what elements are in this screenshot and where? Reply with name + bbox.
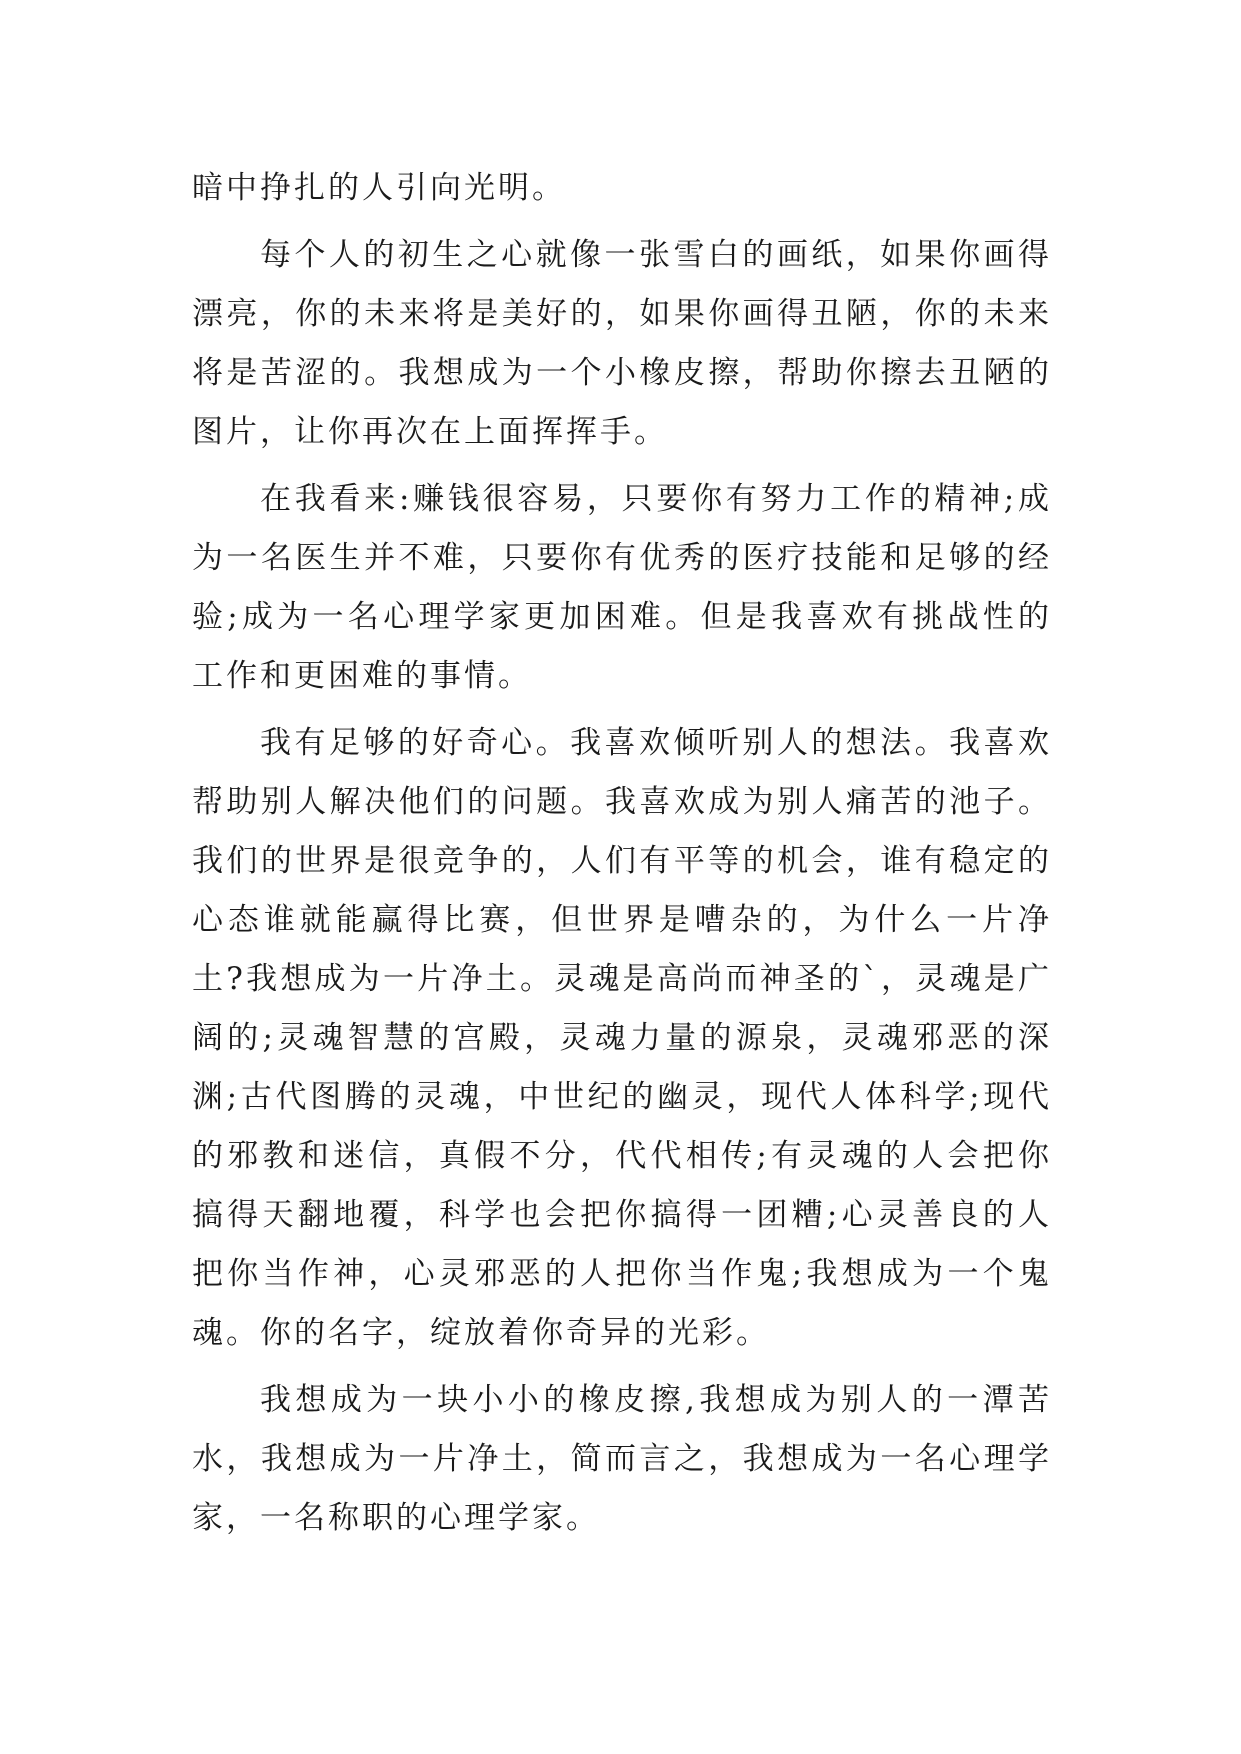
paragraph-conclusion: 我想成为一块小小的橡皮擦,我想成为别人的一潭苦水，我想成为一片净土，简而言之，我想成为一名心理学家，一名称职的心理学家。 — [192, 1382, 1052, 1536]
paragraph-eraser: 每个人的初生之心就像一张雪白的画纸，如果你画得漂亮，你的未来将是美好的，如果你画得丑陋，你的未来将是苦涩的。我想成为一个小橡皮擦，帮助你擦去丑陋的图片，让你再次在上面挥挥手。 — [192, 237, 1052, 450]
body-text — [192, 159, 1052, 1556]
paragraph-continued: 暗中挣扎的人引向光明。 — [192, 170, 566, 206]
paragraph-opinion: 在我看来:赚钱很容易，只要你有努力工作的精神;成为一名医生并不难，只要你有优秀的医疗技能和足够的经验;成为一名心理学家更加困难。但是我喜欢有挑战性的工作和更困难的事情。 — [192, 481, 1052, 694]
paragraph-curiosity: 我有足够的好奇心。我喜欢倾听别人的想法。我喜欢帮助别人解决他们的问题。我喜欢成为别人痛苦的池子。我们的世界是很竞争的，人们有平等的机会，谁有稳定的心态谁就能赢得比赛，但世界是嘈杂的，为什么一片净土?我想成为一片净土。灵魂是高尚而神圣的`，灵魂是广阔的;灵魂智慧的宫殿，灵魂力量的源泉，灵魂邪恶的深渊;古代图腾的灵魂，中世纪的幽灵，现代人体科学;现代的邪教和迷信，真假不分，代代相传;有灵魂的人会把你搞得天翻地覆，科学也会把你搞得一团糟;心灵善良的人把你当作神，心灵邪恶的人把你当作鬼;我想成为一个鬼魂。你的名字，绽放着你奇异的光彩。 — [192, 725, 1052, 1351]
